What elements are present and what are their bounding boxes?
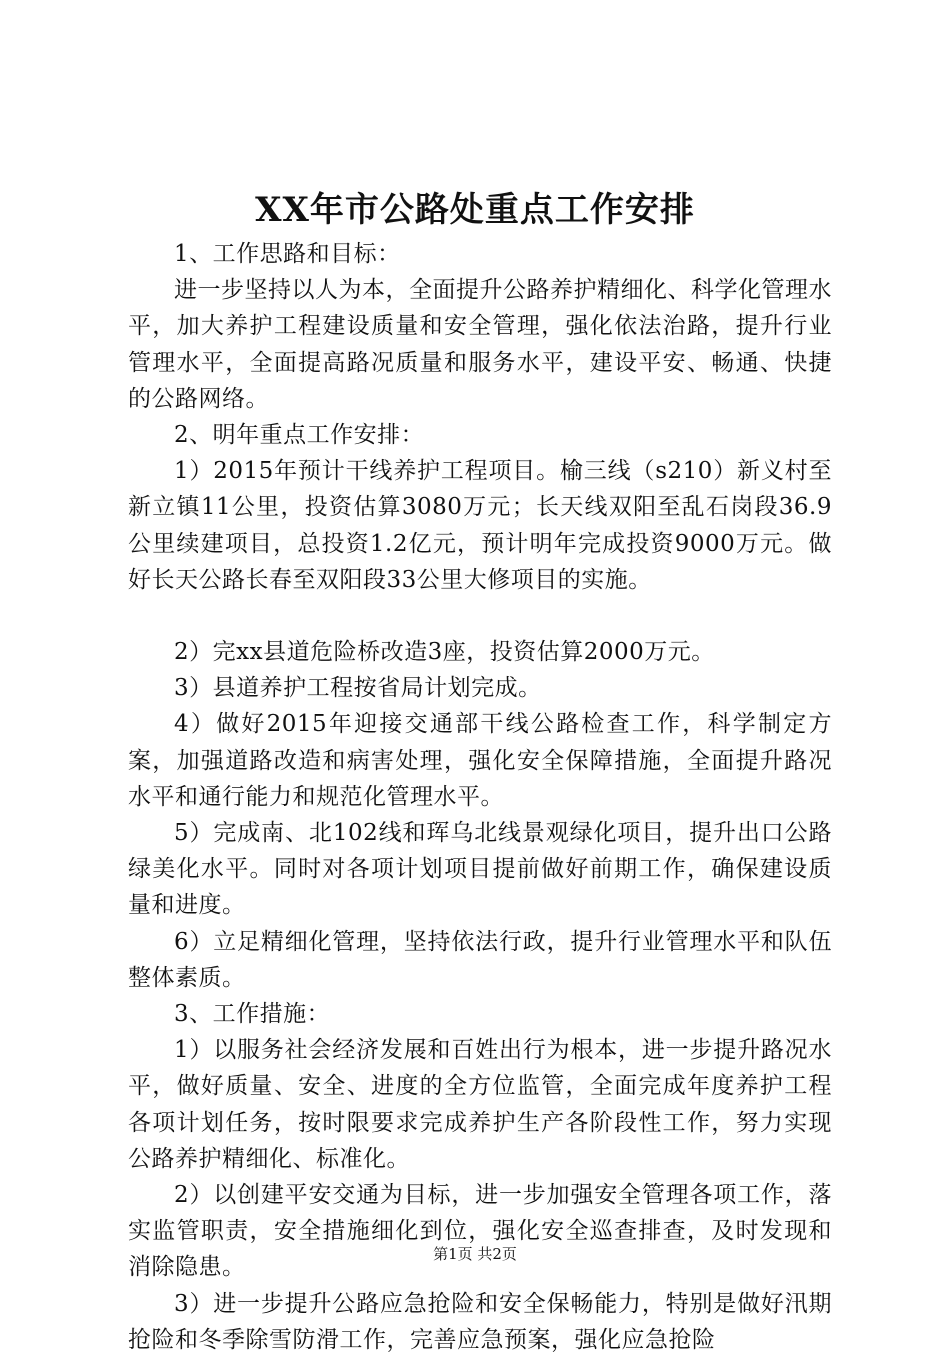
paragraph-section-2-heading: 2、明年重点工作安排：	[174, 422, 425, 449]
paragraph-item-5: 5）完成南、北102线和珲乌北线景观绿化项目，提升出口公路绿美化水平。同时对各项计划项目提前做好前期工作，确保建设质量和进度。	[128, 820, 832, 919]
paragraph-item-6: 6）立足精细化管理，坚持依法行政，提升行业管理水平和队伍整体素质。	[128, 928, 832, 991]
paragraph-measure-1: 1）以服务社会经济发展和百姓出行为根本，进一步提升路况水平，做好质量、安全、进度的全方位监管，全面完成年度养护工程各项计划任务，按时限要求完成养护生产各阶段性工作，努力实现公路养护精细化、标准化。	[128, 1037, 832, 1172]
paragraph-item-3: 3）县道养护工程按省局计划完成。	[174, 675, 542, 702]
paragraph-measure-2: 2）以创建平安交通为目标，进一步加强安全管理各项工作，落实监管职责，安全措施细化到位，强化安全巡查排查，及时发现和消除隐患。	[128, 1182, 832, 1281]
paragraph-goals: 进一步坚持以人为本，全面提升公路养护精细化、科学化管理水平，加大养护工程建设质量和安全管理，强化依法治路，提升行业管理水平，全面提高路况质量和服务水平，建设平安、畅通、快捷的公路网络。	[128, 277, 832, 412]
paragraph-item-1: 1）2015年预计干线养护工程项目。榆三线（s210）新义村至新立镇11公里，投资估算3080万元；长天线双阳至乱石岗段36.9公里续建项目，总投资1.2亿元，预计明年完成投资9000万元。做好长天公路长春至双阳段33公里大修项目的实施。	[128, 458, 832, 593]
document-title: XX年市公路处重点工作安排	[255, 190, 695, 230]
paragraph-measure-3: 3）进一步提升公路应急抢险和安全保畅能力，特别是做好汛期抢险和冬季除雪防滑工作，完善应急预案，强化应急抢险	[128, 1290, 832, 1353]
paragraph-section-3-heading: 3、工作措施：	[174, 1001, 331, 1028]
paragraph-item-4: 4）做好2015年迎接交通部干线公路检查工作，科学制定方案，加强道路改造和病害处理，强化安全保障措施，全面提升路况水平和通行能力和规范化管理水平。	[128, 711, 832, 810]
paragraph-item-2: 2）完xx县道危险桥改造3座，投资估算2000万元。	[174, 639, 715, 666]
paragraph-section-1-heading: 1、工作思路和目标：	[174, 241, 401, 267]
document-body	[128, 236, 832, 1358]
page-footer: 第1页 共2页	[433, 1245, 517, 1263]
